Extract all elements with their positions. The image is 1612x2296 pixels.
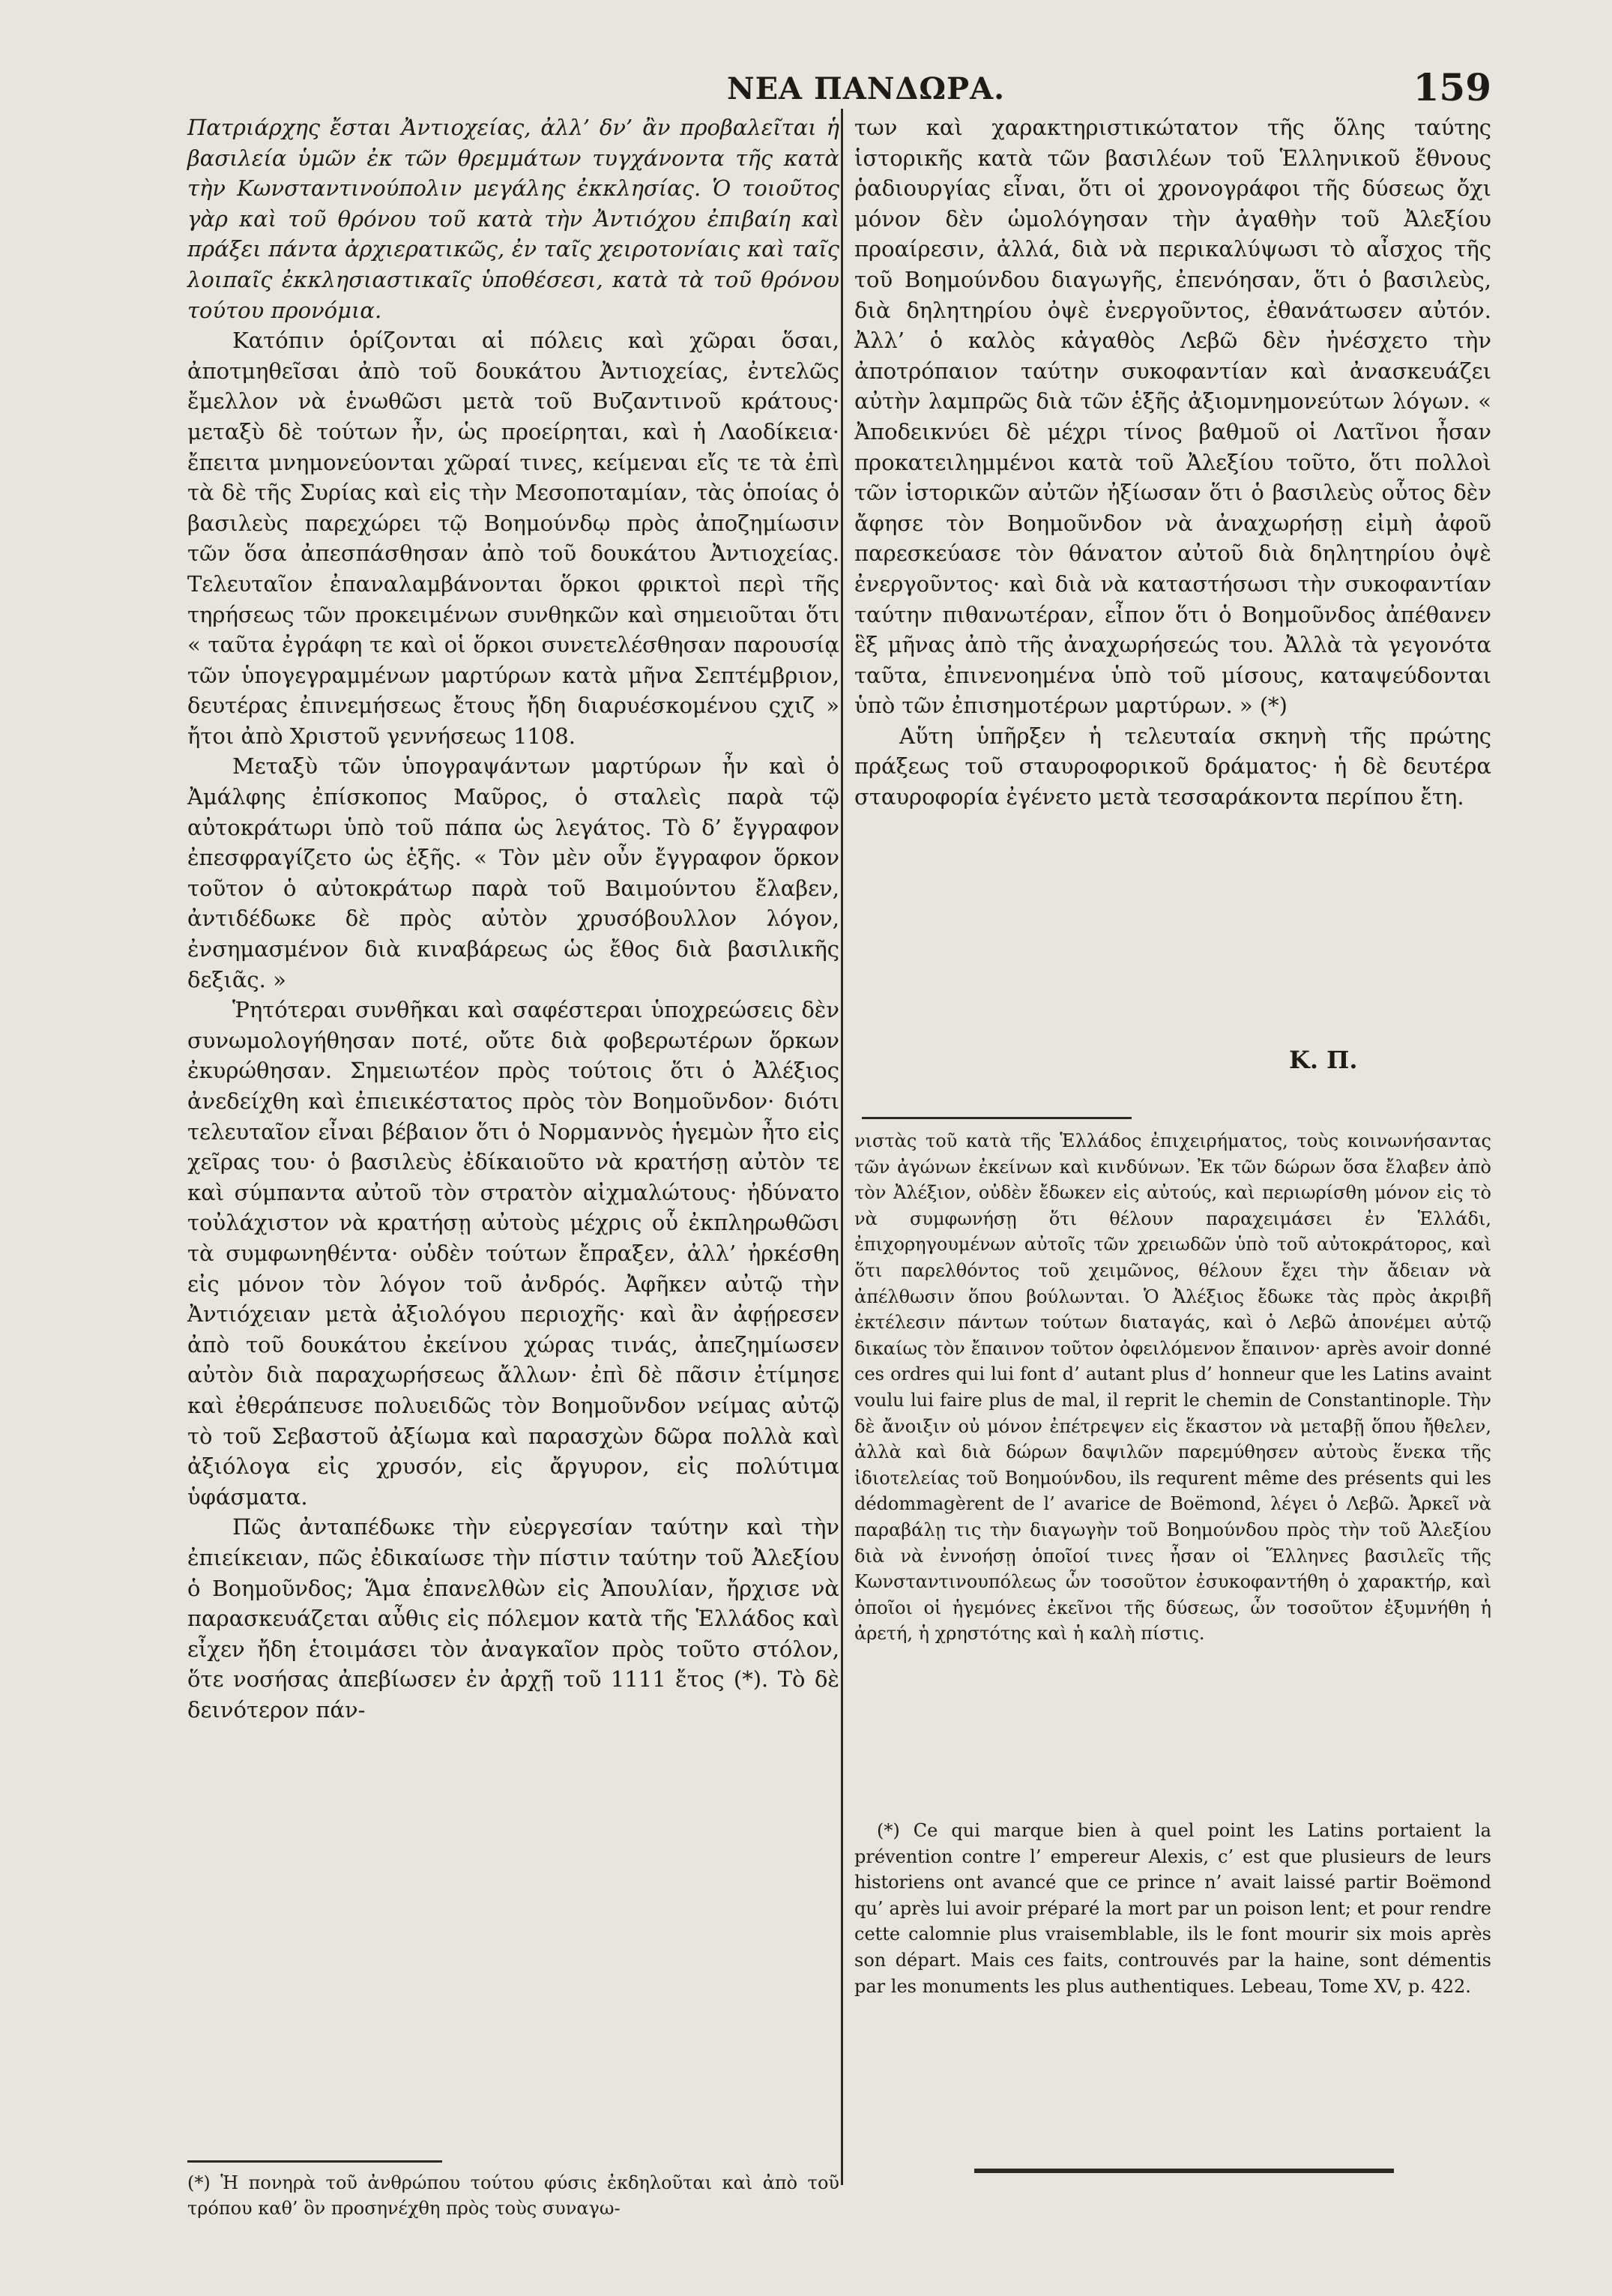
right-footnote-continuation: νιστὰς τοῦ κατὰ τῆς Ἑλλάδος ἐπιχειρήματος, τοὺς κοινωνήσαντας τῶν ἀγώνων ἐκείνων καὶ κινδύνων. Ἐκ τῶν δώρων ὅσα ἔλαβεν ἀπὸ τὸν Ἀλέξιον, οὐδὲν ἔδωκεν εἰς αὐτούς, καὶ περιωρίσθη μόνον εἰς τὸ νὰ συμφωνήσῃ ὅτι θέλουν παραχειμάσει ἐν Ἑλλάδι, ἐπιχορηγουμένων αὐτοῖς τῶν χρειωδῶν ὑπὸ τοῦ αὐτοκράτορος, καὶ ὅτι παρελθόντος τοῦ χειμῶνος, θέλουν ἔχει τὴν ἄδειαν νὰ ἀπέλθωσιν ὅπου βούλωνται. Ὁ Ἀλέξιος ἔδωκε τὰς πρὸς ἀκριβῆ ἐκτέλεσιν πάντων τούτων διαταγάς, καὶ ὁ Λεβῶ ἀπονέμει αὐτῷ δικαίως τὸν ἔπαινον τοῦτον ὀφειλόμενον ἔπαινον· après avoir donné ces ordres qui lui font d’ autant plus d’ honneur que les Latins avaint voulu lui faire plus de mal, il reprit le chemin de Constantinople. Τὴν δὲ ἄνοιξιν οὐ μόνον ἐπέτρεψεν εἰς ἕκαστον νὰ μεταβῇ ὅπου ἤθελεν, ἀλλὰ καὶ διὰ δώρων δαψιλῶν παρεμύθησεν αὐτοὺς ἕνεκα τῆς ἰδιοτελείας τοῦ Βοημούνδου, ils requrent même des présents qui les dédommagèrent de l’ avarice de Boëmond, λέγει ὁ Λεβῶ. Ἀρκεῖ νὰ παραβάλῃ τις τὴν διαγωγὴν τοῦ Βοημούνδου πρὸς τὴν τοῦ Ἀλεξίου διὰ νὰ ἐννοήσῃ ὁποῖοί τινες ἦσαν οἱ Ἕλληνες βασιλεῖς τῆς Κωνσταντινουπόλεως ὧν τοσοῦτον ἐσυκοφαντήθη ὁ χαρακτήρ, καὶ ὁποῖοι οἱ ἡγεμόνες ἐκεῖνοι τῆς δύσεως, ὧν τοσοῦτον ἐξυμνήθη ἡ ἀρετή, ἡ χρηστότης καὶ ἡ καλὴ πίστις. [854,1130,1491,1645]
right-paragraph-2: Αὕτη ὑπῆρξεν ἡ τελευταία σκηνὴ τῆς πρώτης πράξεως τοῦ σταυροφορικοῦ δράματος· ἡ δὲ δευτέρα σταυροφορία ἐγένετο μετὰ τεσσαράκοντα περίπου ἔτη. [854,723,1491,810]
author-signature: Κ. Π. [1289,1046,1358,1074]
left-column [187,112,839,1725]
left-paragraph-5: Πῶς ἀνταπέδωκε τὴν εὐεργεσίαν ταύτην καὶ τὴν ἐπιείκειαν, πῶς ἐδικαίωσε τὴν πίστιν ταύτην τοῦ Ἀλεξίου ὁ Βοημοῦνδος; Ἅμα ἐπανελθὼν εἰς Ἀπουλίαν, ἤρχισε νὰ παρασκευάζεται αὖθις εἰς πόλεμον κατὰ τῆς Ἑλλάδος καὶ εἶχεν ἤδη ἑτοιμάσει τὸν ἀναγκαῖον πρὸς τοῦτο στόλον, ὅτε νοσήσας ἀπεβίωσεν ἐν ἀρχῇ τοῦ 1111 ἔτος (*). Τὸ δὲ δεινότερον πάν- [187,1514,839,1723]
right-column [854,112,1491,813]
right-footnote-french: (*) Ce qui marque bien à quel point les Latins portaient la prévention contre l’ empereur Alexis, c’ est que plusieurs de leurs historiens ont avancé que ce prince n’ avait laissé partir Boëmond qu’ après lui avoir préparé la mort par un poison lent; et pour rendre cette calomnie plus vraisemblable, ils le font mourir six mois après son départ. Mais ces faits, controuvés par la haine, sont démentis par les monuments les plus authentiques. Lebeau, Tome XV, p. 422. [854,1820,1491,1997]
left-paragraph-1: Πατριάρχης ἔσται Ἀντιοχείας, ἀλλ’ δν’ ἂν προβαλεῖται ἡ βασιλεία ὑμῶν ἐκ τῶν θρεμμάτων τυγχάνοντα τῆς κατὰ τὴν Κωνσταντινούπολιν μεγάλης ἐκκλησίας. Ὁ τοιοῦτος γὰρ καὶ τοῦ θρόνου τοῦ κατὰ τὴν Ἀντιόχου ἐπιβαίη καὶ πράξει πάντα ἀρχιερατικῶς, ἐν ταῖς χειροτονίαις καὶ ταῖς λοιπαῖς ἐκκλησιαστικαῖς ὑποθέσεσι, κατὰ τὰ τοῦ θρόνου τούτου προνόμια. [187,115,839,323]
left-paragraph-3: Μεταξὺ τῶν ὑπογραψάντων μαρτύρων ἦν καὶ ὁ Ἀμάλφης ἐπίσκοπος Μαῦρος, ὁ σταλεὶς παρὰ τῷ αὐτοκράτωρι ὑπὸ τοῦ πάπα ὡς λεγάτος. Τὸ δ’ ἔγγραφον ἐπεσφραγίζετο ὡς ἑξῆς. « Τὸν μὲν οὖν ἔγγραφον ὅρκον τοῦτον ὁ αὐτοκράτωρ παρὰ τοῦ Βαιμούντου ἔλαβεν, ἀντιδέδωκε δὲ πρὸς αὐτὸν χρυσόβουλλον λόγον, ἐνσημασμένον διὰ κιναβάρεως ὡς ἔθος διὰ βασιλικῆς δεξιᾶς. » [187,753,839,992]
left-paragraph-4: Ῥητότεραι συνθῆκαι καὶ σαφέστεραι ὑποχρεώσεις δὲν συνωμολογήθησαν ποτέ, οὔτε διὰ φοβερωτέρων ὅρκων ἐκυρώθησαν. Σημειωτέον πρὸς τούτοις ὅτι ὁ Ἀλέξιος ἀνεδείχθη καὶ ἐπιεικέστατος πρὸς τὸν Βοημοῦνδον· διότι τελευταῖον εἶναι βέβαιον ὅτι ὁ Νορμαννὸς ἡγεμὼν ἦτο εἰς χεῖρας του· ὁ βασιλεὺς ἐδίκαιοῦτο νὰ κρατήσῃ αὐτὸν τε καὶ σύμπαντα αὐτοῦ τὸν στρατὸν αἰχμαλώτους· ἠδύνατο τοὐλάχιστον νὰ κρατήσῃ αὐτοὺς μέχρις οὗ ἐκπληρωθῶσι τὰ συμφωνηθέντα· οὐδὲν τούτων ἔπραξεν, ἀλλ’ ἠρκέσθη εἰς μόνον τὸν λόγον τοῦ ἀνδρός. Ἀφῆκεν αὐτῷ τὴν Ἀντιόχειαν μετὰ ἀξιολόγου περιοχῆς· καὶ ἂν ἀφῄρεσεν ἀπὸ τοῦ δουκάτου ἐκείνου χώρας τινάς, ἀπεζημίωσεν αὐτὸν διὰ παραχωρήσεως ἄλλων· ἐπὶ δὲ πᾶσιν ἐτίμησε καὶ ἐθεράπευσε πολυειδῶς τὸν Βοημοῦνδον νείμας αὐτῷ τὸ τοῦ Σεβαστοῦ ἀξίωμα καὶ παρασχὼν δῶρα πολλὰ καὶ ἀξιόλογα εἰς χρυσόν, εἰς ἄργυρον, εἰς πολύτιμα ὑφάσματα. [187,997,839,1510]
left-footnote: (*) Ἡ πονηρὰ τοῦ ἀνθρώπου τούτου φύσις ἐκδηλοῦται καὶ ἀπὸ τοῦ τρόπου καθ’ ὃν προσηνέχθη πρὸς τοὺς συναγω- [187,2172,839,2219]
right-paragraph-1: των καὶ χαρακτηριστικώτατον τῆς ὅλης ταύτης ἱστορικῆς κατὰ τῶν βασιλέων τοῦ Ἑλληνικοῦ ἔθνους ῥαδιουργίας εἶναι, ὅτι οἱ χρονογράφοι τῆς δύσεως ὄχι μόνον δὲν ὡμολόγησαν τὴν ἀγαθὴν τοῦ Ἀλεξίου προαίρεσιν, ἀλλά, διὰ νὰ περικαλύψωσι τὸ αἶσχος τῆς τοῦ Βοημούνδου διαγωγῆς, ἐπενόησαν, ὅτι ὁ βασιλεὺς, διὰ δηλητηρίου ὀψὲ ἐνεργοῦντος, ἐθανάτωσεν αὐτόν. Ἀλλ’ ὁ καλὸς κἀγαθὸς Λεβῶ δὲν ἠνέσχετο τὴν ἀποτρόπαιον ταύτην συκοφαντίαν καὶ ἀνασκευάζει αὐτὴν λαμπρῶς διὰ τῶν ἑξῆς ἀξιομνημονεύτων λόγων. « Ἀποδεικνύει δὲ μέχρι τίνος βαθμοῦ οἱ Λατῖνοι ἦσαν προκατειλημμένοι κατὰ τοῦ Ἀλεξίου τοῦτο, ὅτι πολλοὶ τῶν ἱστορικῶν αὐτῶν ἠξίωσαν ὅτι ὁ βασιλεὺς οὗτος δὲν ἄφησε τὸν Βοημοῦνδον νὰ ἀναχωρήσῃ εἰμὴ ἀφοῦ παρεσκεύασε τὸν θάνατον αὐτοῦ διὰ δηλητηρίου ὀψὲ ἐνεργοῦντος· καὶ διὰ νὰ καταστήσωσι τὴν συκοφαντίαν ταύτην πιθανωτέραν, εἶπον ὅτι ὁ Βοημοῦνδος ἀπέθανεν ἓξ μῆνας ἀπὸ τῆς ἀναχωρήσεώς του. Ἀλλὰ τὰ γεγονότα ταῦτα, ἐπινενοημένα ὑπὸ τοῦ μίσους, καταψεύδονται ὑπὸ τῶν ἐπισημοτέρων μαρτύρων. » (*) [854,115,1491,719]
page-number: 159 [1413,65,1491,109]
left-paragraph-2: Κατόπιν ὁρίζονται αἱ πόλεις καὶ χῶραι ὅσαι, ἀποτμηθεῖσαι ἀπὸ τοῦ δουκάτου Ἀντιοχείας, ἐντελῶς ἔμελλον νὰ ἑνωθῶσι μετὰ τοῦ Βυζαντινοῦ κράτους· μεταξὺ δὲ τούτων ἦν, ὡς προείρηται, καὶ ἡ Λαοδίκεια· ἔπειτα μνημονεύονται χῶραί τινες, κείμεναι εἴς τε τὰ ἐπὶ τὰ δὲ τῆς Συρίας καὶ εἰς τὴν Μεσοποταμίαν, τὰς ὁποίας ὁ βασιλεὺς παρεχώρει τῷ Βοημούνδῳ πρὸς ἀποζημίωσιν τῶν ὅσα ἀπεσπάσθησαν ἀπὸ τοῦ δουκάτου Ἀντιοχείας. Τελευταῖον ἐπαναλαμβάνονται ὅρκοι φρικτοὶ περὶ τῆς τηρήσεως τῶν προκειμένων συνθηκῶν καὶ σημειοῦται ὅτι « ταῦτα ἐγράφη τε καὶ οἱ ὅρκοι συνετελέσθησαν παρουσίᾳ τῶν ὑπογεγραμμένων μαρτύρων κατὰ μῆνα Σεπτέμβριον, δευτέρας ἐπινεμήσεως ἔτους ἤδη διαρυέσκομένου ςχιζ » ἤτοι ἀπὸ Χριστοῦ γεννήσεως 1108. [187,328,839,749]
end-rule [974,2169,1394,2173]
running-title: ΝΕΑ ΠΑΝΔΩΡΑ. [727,71,1006,106]
left-footnote-rule [187,2160,442,2163]
column-divider [841,109,843,2185]
right-footnote-rule [862,1117,1132,1119]
